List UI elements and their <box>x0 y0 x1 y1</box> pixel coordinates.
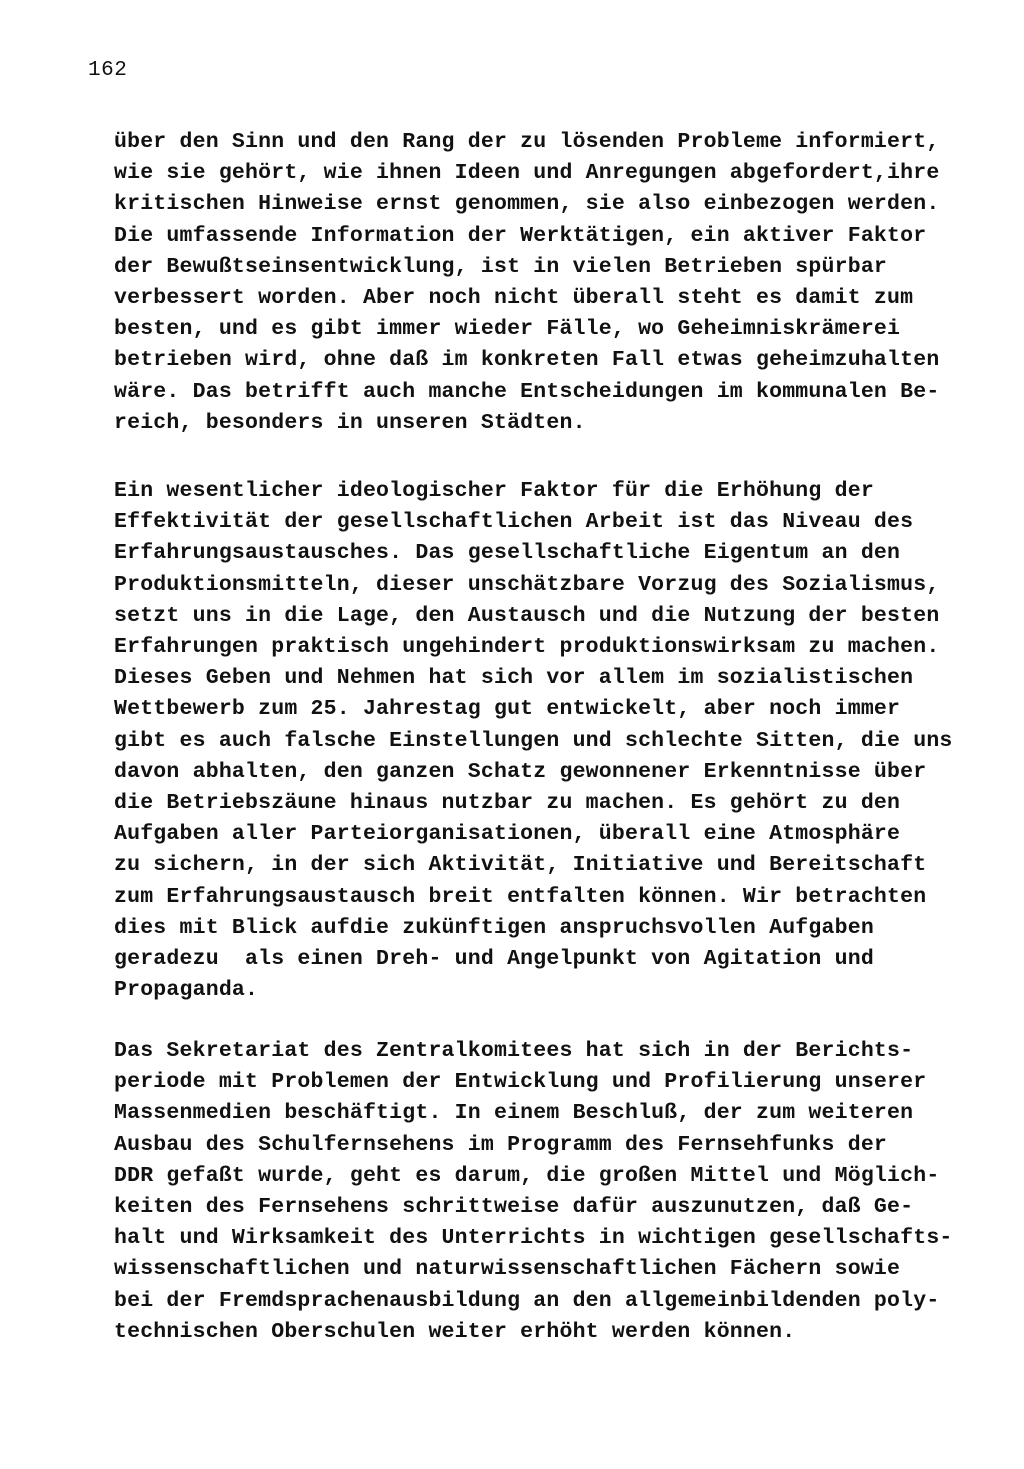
text-line: zum Erfahrungsaustausch breit entfalten können. Wir betrachten <box>114 884 927 909</box>
text-line: zu sichern, in der sich Aktivität, Initiative und Bereitschaft <box>114 853 927 878</box>
text-line: halt und Wirksamkeit des Unterrichts in wichtigen gesellschafts- <box>114 1226 953 1251</box>
text-line: Erfahrungsaustausches. Das gesellschaftliche Eigentum an den <box>114 541 901 566</box>
text-line: wie sie gehört, wie ihnen Ideen und Anregungen abgefordert,ihre <box>114 161 940 186</box>
text-line: Effektivität der gesellschaftlichen Arbeit ist das Niveau des <box>114 510 914 535</box>
text-line: über den Sinn und den Rang der zu lösenden Probleme informiert, <box>114 130 940 154</box>
text-line: wäre. Das betrifft auch manche Entscheidungen im kommunalen Be- <box>114 379 940 404</box>
text-line: Aufgaben aller Parteiorganisationen, überall eine Atmosphäre <box>114 822 901 847</box>
text-line: verbessert worden. Aber noch nicht überall steht es damit zum <box>114 286 914 311</box>
page-number: 162 <box>88 59 128 82</box>
text-line: besten, und es gibt immer wieder Fälle, wo Geheimniskrämerei <box>114 317 901 342</box>
text-line: periode mit Problemen der Entwicklung und Profilierung unserer <box>114 1070 927 1095</box>
text-line: die Betriebszäune hinaus nutzbar zu machen. Es gehört zu den <box>114 791 901 816</box>
text-line: Propaganda. <box>114 978 259 1003</box>
text-line: reich, besonders in unseren Städten. <box>114 410 586 435</box>
text-line: Erfahrungen praktisch ungehindert produktionswirksam zu machen. <box>114 635 940 660</box>
text-line: technischen Oberschulen weiter erhöht werden können. <box>114 1319 796 1344</box>
text-line: davon abhalten, den ganzen Schatz gewonnener Erkenntnisse über <box>114 759 927 784</box>
text-line: Dieses Geben und Nehmen hat sich vor allem im sozialistischen <box>114 666 914 691</box>
text-line: keiten des Fernsehens schrittweise dafür auszunutzen, daß Ge- <box>114 1195 914 1220</box>
text-line: DDR gefaßt wurde, geht es darum, die großen Mittel und Möglich- <box>114 1163 940 1188</box>
text-line: Die umfassende Information der Werktätigen, ein aktiver Faktor <box>114 223 927 248</box>
text-line: Ausbau des Schulfernsehens im Programm des Fernsehfunks der <box>114 1132 888 1157</box>
text-line: gibt es auch falsche Einstellungen und schlechte Sitten, die uns <box>114 728 953 753</box>
text-line: Produktionsmitteln, dieser unschätzbare Vorzug des Sozialismus, <box>114 572 940 597</box>
text-line: bei der Fremdsprachenausbildung an den allgemeinbildenden poly- <box>114 1288 940 1313</box>
text-line: setzt uns in die Lage, den Austausch und die Nutzung der besten <box>114 603 940 628</box>
paragraph-2 <box>114 476 954 1006</box>
paragraph-1 <box>114 127 954 439</box>
text-line: wissenschaftlichen und naturwissenschaftlichen Fächern sowie <box>114 1257 901 1282</box>
text-line: Wettbewerb zum 25. Jahrestag gut entwickelt, aber noch immer <box>114 697 901 722</box>
text-line: betrieben wird, ohne daß im konkreten Fall etwas geheimzuhalten <box>114 348 940 373</box>
text-line: Massenmedien beschäftigt. In einem Beschluß, der zum weiteren <box>114 1101 914 1126</box>
text-line: geradezu als einen Dreh- und Angelpunkt von Agitation und <box>114 947 874 972</box>
text-line: kritischen Hinweise ernst genommen, sie also einbezogen werden. <box>114 192 940 217</box>
text-line: Das Sekretariat des Zentralkomitees hat sich in der Berichts- <box>114 1039 914 1063</box>
text-line: Ein wesentlicher ideologischer Faktor für die Erhöhung der <box>114 479 874 503</box>
text-line: dies mit Blick aufdie zukünftigen anspruchsvollen Aufgaben <box>114 915 874 940</box>
text-line: der Bewußtseinsentwicklung, ist in vielen Betrieben spürbar <box>114 254 888 279</box>
paragraph-3 <box>114 1036 954 1348</box>
